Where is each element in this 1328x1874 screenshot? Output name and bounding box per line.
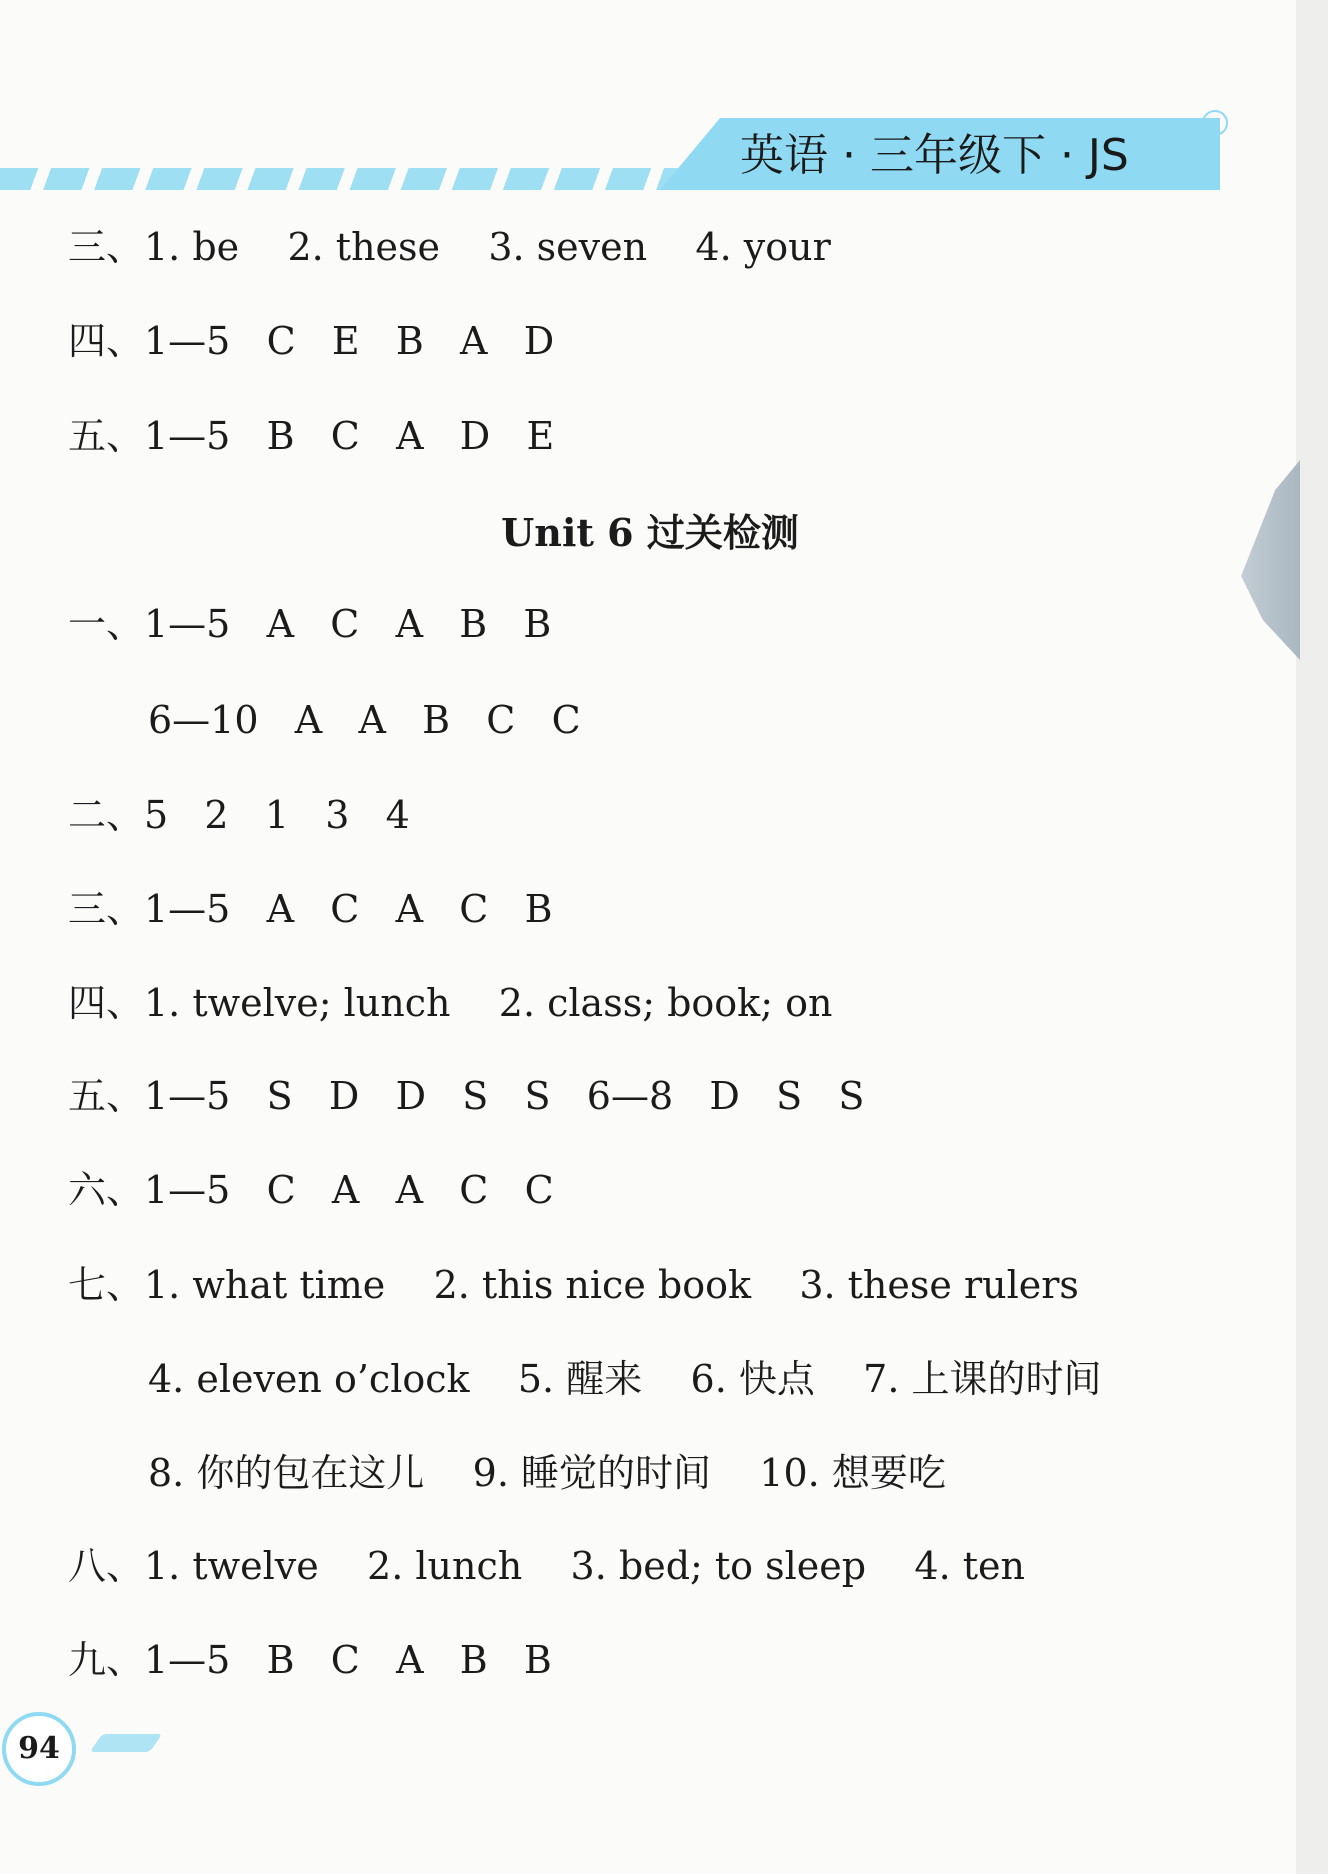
page-number: 94 — [2, 1712, 76, 1786]
answer-line: 一、1—5 A C A B B — [68, 602, 552, 646]
answer-line: 6—10 A A B C C — [148, 698, 581, 742]
answer-line: 二、5 2 1 3 4 — [68, 793, 410, 837]
answer-line: 8. 你的包在这儿 9. 睡觉的时间 10. 想要吃 — [148, 1451, 946, 1495]
answer-line: 三、1—5 A C A C B — [68, 887, 553, 931]
answer-line: 五、1—5 B C A D E — [68, 414, 555, 458]
answer-line: 九、1—5 B C A B B — [68, 1638, 552, 1682]
answer-line: 五、1—5 S D D S S 6—8 D S S — [68, 1074, 865, 1118]
answer-line: 四、1. twelve; lunch 2. class; book; on — [68, 981, 833, 1025]
answer-line: 六、1—5 C A A C C — [68, 1168, 554, 1212]
header-circle-ornament — [1202, 110, 1228, 136]
page-edge — [1296, 0, 1328, 1874]
header-title: 英语 · 三年级下 · JS — [740, 130, 1129, 181]
answer-line: 4. eleven o’clock 5. 醒来 6. 快点 7. 上课的时间 — [148, 1357, 1102, 1401]
answer-line: 四、1—5 C E B A D — [68, 319, 555, 363]
unit-title: Unit 6 过关检测 — [501, 510, 799, 555]
answer-line: 三、1. be 2. these 3. seven 4. your — [68, 225, 831, 269]
answer-line: 七、1. what time 2. this nice book 3. these rulers — [68, 1263, 1079, 1307]
answer-line: 八、1. twelve 2. lunch 3. bed; to sleep 4. ten — [68, 1544, 1025, 1588]
header-stripe — [0, 168, 740, 190]
